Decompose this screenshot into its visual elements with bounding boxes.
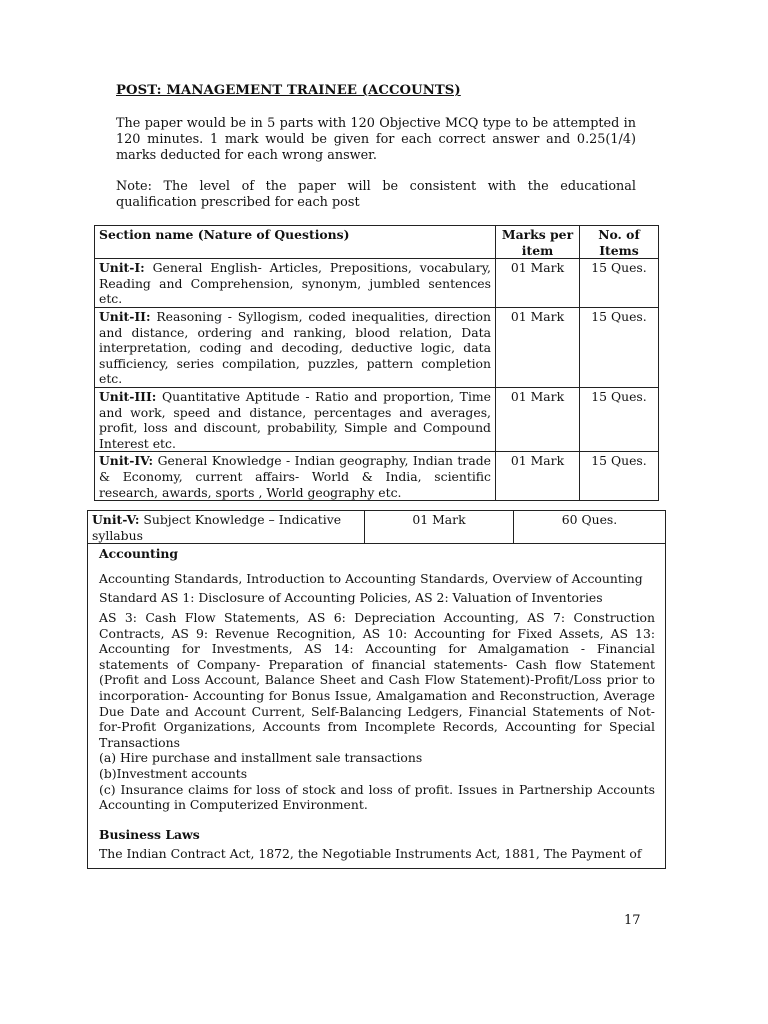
syllabus-table [94, 225, 659, 501]
unit5-items: 60 Ques. [514, 511, 666, 544]
table-row [95, 259, 659, 308]
row-description [95, 387, 496, 451]
row-marks: 01 Mark [496, 259, 580, 308]
table-row [95, 307, 659, 387]
accounting-heading: Accounting [99, 546, 179, 562]
unit5-description [88, 511, 365, 544]
unit5-table [87, 510, 666, 869]
row-items: 15 Ques. [580, 259, 659, 308]
unit-label: Unit-V: [92, 512, 140, 527]
row-items: 15 Ques. [580, 452, 659, 501]
row-marks: 01 Mark [496, 452, 580, 501]
row-description [95, 259, 496, 308]
business-laws-text: The Indian Contract Act, 1872, the Negotiable Instruments Act, 1881, The Payment of [99, 846, 642, 862]
table-header-row [95, 226, 659, 259]
header-marks-per-item: Marks per item [496, 226, 580, 259]
header-section-name: Section name (Nature of Questions) [95, 226, 496, 259]
unit-desc: Reasoning - Syllogism, coded inequalities, direction and distance, ordering and ranking, blood relation, Data interpretation, coding and decoding, deductive logic, data sufficiency, series compilation, puzzles, pattern completion etc. [99, 308, 491, 387]
unit5-header-row [88, 511, 666, 544]
table-row [95, 452, 659, 501]
unit-desc: Subject Knowledge – Indicative syllabus [92, 512, 342, 543]
unit-label: Unit-III: [99, 388, 157, 404]
unit-label: Unit-IV: [99, 453, 154, 469]
row-marks: 01 Mark [496, 307, 580, 387]
business-laws-heading: Business Laws [99, 826, 200, 842]
unit-label: Unit-II: [99, 308, 151, 324]
accounting-paragraph: AS 3: Cash Flow Statements, AS 6: Depreciation Accounting, AS 7: Construction Contracts, AS 9: Revenue Recognition, AS 10: Accounting for Fixed Assets, AS 13: Accounting for Investments, AS 14: Accounting for Amalgamation - Financial statements of Company- Preparation of financial statements- Cash flow Statement (Profit and Loss Account, Balance Sheet and Cash Flow Statement)-Profit/Loss prior to incorporation- Accounting for Bonus Issue, Amalgamation and Reconstruction, Average Due Date and Account Current, Self-Balancing Ledgers, Financial Statements of Not-for-Profit Organizations, Accounts from Incomplete Records, Accounting for Special Transactions [99, 609, 655, 750]
unit-desc: Quantitative Aptitude - Ratio and proportion, Time and work, speed and distance, percentages and averages, profit, loss and discount, probability, Simple and Compound Interest etc. [99, 388, 491, 451]
accounting-paragraph: Accounting Standards, Introduction to Accounting Standards, Overview of Accounting [99, 570, 643, 586]
accounting-list-item: (a) Hire purchase and installment sale transactions [99, 750, 423, 766]
row-description [95, 452, 496, 501]
unit5-body-row [88, 544, 666, 869]
row-items: 15 Ques. [580, 307, 659, 387]
accounting-list-item: (c) Insurance claims for loss of stock and loss of profit. Issues in Partnership Accounts Accounting in Computerized Environment. [99, 781, 655, 813]
unit5-marks: 01 Mark [365, 511, 514, 544]
post-title: POST: MANAGEMENT TRAINEE (ACCOUNTS) [116, 83, 461, 98]
row-items: 15 Ques. [580, 387, 659, 451]
row-description [95, 307, 496, 387]
unit-desc: General English- Articles, Prepositions, vocabulary, Reading and Comprehension, synonym, jumbled sentences etc. [99, 260, 491, 307]
unit-desc: General Knowledge - Indian geography, Indian trade & Economy, current affairs- World & India, scientific research, awards, sports , World geography etc. [99, 453, 491, 500]
table-row [95, 387, 659, 451]
note-paragraph: Note: The level of the paper will be consistent with the educational qualification prescribed for each post [116, 179, 636, 210]
accounting-paragraph: Standard AS 1: Disclosure of Accounting Policies, AS 2: Valuation of Inventories [99, 590, 603, 606]
unit-label: Unit-I: [99, 260, 145, 276]
intro-paragraph: The paper would be in 5 parts with 120 Objective MCQ type to be attempted in 120 minutes. 1 mark would be given for each correct answer and 0.25(1/4) marks deducted for each wrong answer. [116, 116, 636, 163]
header-no-of-items: No. of Items [580, 226, 659, 259]
row-marks: 01 Mark [496, 387, 580, 451]
page-number: 17 [624, 913, 641, 928]
unit5-syllabus [88, 544, 666, 869]
accounting-list-item: (b)Investment accounts [99, 765, 248, 781]
